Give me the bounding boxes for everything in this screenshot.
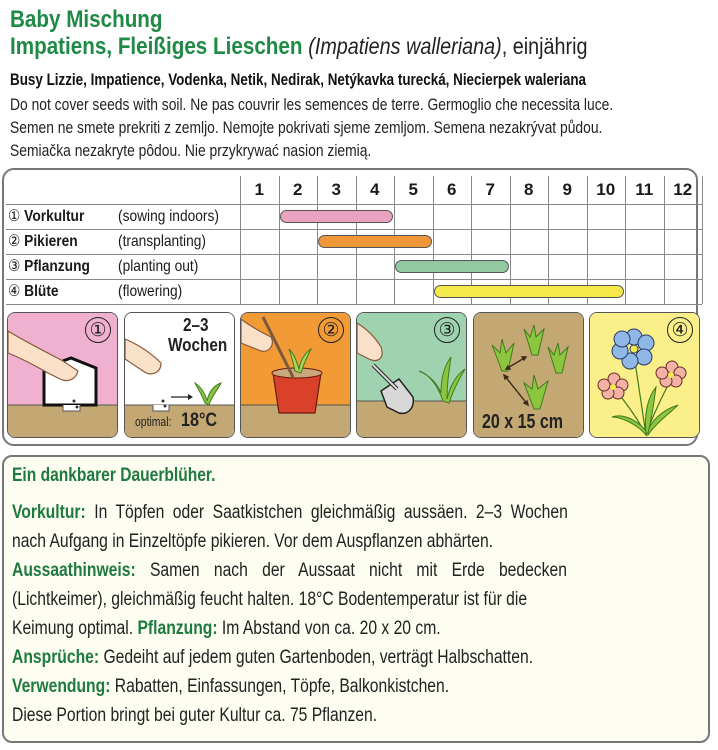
- ansprueche-text: Ansprüche: Gedeiht auf jedem guten Gartenboden, verträgt Halbschatten.: [12, 647, 534, 668]
- portion-text: Diese Portion bringt bei guter Kultur ca. 75 Pflanzen.: [12, 705, 378, 726]
- grid-row-line: [6, 229, 702, 230]
- description-headline: Ein dankbarer Dauerblüher.: [12, 465, 216, 486]
- month-label: 2: [293, 180, 303, 199]
- schedule-bar-vorkultur: [280, 210, 394, 223]
- panel-sowing: [7, 312, 118, 438]
- month-label: 10: [596, 180, 616, 199]
- grid-row-line: [6, 279, 702, 280]
- grid-col-line: [702, 176, 703, 304]
- month-label: 11: [635, 180, 654, 199]
- grid-row-line: [6, 204, 702, 205]
- sowing-note: Semen ne smete prekriti z zemljo. Nemojte pokrivati sjeme zemljom. Semena nezakrývat půdou.: [10, 119, 603, 137]
- germination-weeks: 2–3: [183, 315, 209, 335]
- grid-row-line: [6, 254, 702, 255]
- row-label-vorkultur: ① Vorkultur (sowing indoors): [8, 208, 219, 225]
- aussaat-text: Keimung optimal. Pflanzung: Im Abstand von ca. 20 x 20 cm.: [12, 618, 441, 639]
- month-label: 7: [485, 180, 495, 199]
- month-label: 6: [447, 180, 457, 199]
- lifecycle: , einjährig: [501, 33, 588, 59]
- panel-spacing: [473, 312, 584, 438]
- row-label-bluete: ④ Blüte (flowering): [8, 283, 183, 300]
- spacing-label: 20 x 15 cm: [482, 411, 563, 433]
- step-number-3: ③: [434, 317, 460, 343]
- aussaat-text: Aussaathinweis: Samen nach der Aussaat nicht mit Erde bedecken: [12, 560, 567, 581]
- common-names: Busy Lizzie, Impatience, Vodenka, Netik, Nedirak, Netýkavka turecká, Niecierpek waleriana: [10, 70, 587, 89]
- pflanzung-label: Pflanzung:: [137, 618, 218, 639]
- month-label: 3: [331, 180, 341, 199]
- product-name: [10, 33, 682, 61]
- product-title: Baby Mischung: [10, 6, 163, 33]
- step-number-2: ②: [318, 317, 344, 343]
- panel-planting-out: [356, 312, 467, 438]
- month-label: 4: [370, 180, 380, 199]
- row-label-pflanzung: ③ Pflanzung (planting out): [8, 258, 199, 275]
- schedule-bar-blüte: [434, 285, 625, 298]
- germination-weeks-label: Wochen: [168, 335, 228, 355]
- month-label: 8: [524, 180, 534, 199]
- sowing-note: Semiačka nezakryte pôdou. Nie przykrywać nasion ziemią.: [10, 142, 372, 160]
- optimal-label: optimal:: [135, 414, 172, 429]
- panel-germination: [124, 312, 235, 438]
- grid-row-line: [6, 304, 702, 305]
- row-label-pikieren: ② Pikieren (transplanting): [8, 233, 206, 250]
- schedule-bar-pflanzung: [395, 260, 509, 273]
- sowing-note: Do not cover seeds with soil. Ne pas couvrir les semences de terre. Germoglio che necessita luce.: [10, 96, 614, 114]
- german-name: Impatiens, Fleißiges Lieschen: [10, 33, 303, 60]
- schedule-bar-pikieren: [318, 235, 432, 248]
- step-number-1: ①: [85, 317, 111, 343]
- latin-name: (Impatiens walleriana): [308, 33, 502, 59]
- aussaat-text: (Lichtkeimer), gleichmäßig feucht halten. 18°C Bodentemperatur ist für die: [12, 589, 528, 610]
- panel-flowering: [589, 312, 700, 438]
- month-label: 9: [562, 180, 572, 199]
- vorkultur-text: Vorkultur: In Töpfen oder Saatkistchen gleichmäßig aussäen. 2–3 Wochen: [12, 502, 568, 523]
- month-label: 12: [673, 180, 693, 199]
- optimal-temperature: 18°C: [181, 410, 218, 431]
- verwendung-text: Verwendung: Rabatten, Einfassungen, Töpfe, Balkonkistchen.: [12, 676, 450, 697]
- vorkultur-text: nach Aufgang in Einzeltöpfe pikieren. Vor dem Auspflanzen abhärten.: [12, 531, 494, 552]
- step-number-4: ④: [667, 317, 693, 343]
- panel-transplanting: [240, 312, 351, 438]
- month-label: 5: [408, 180, 418, 199]
- month-label: 1: [254, 180, 264, 199]
